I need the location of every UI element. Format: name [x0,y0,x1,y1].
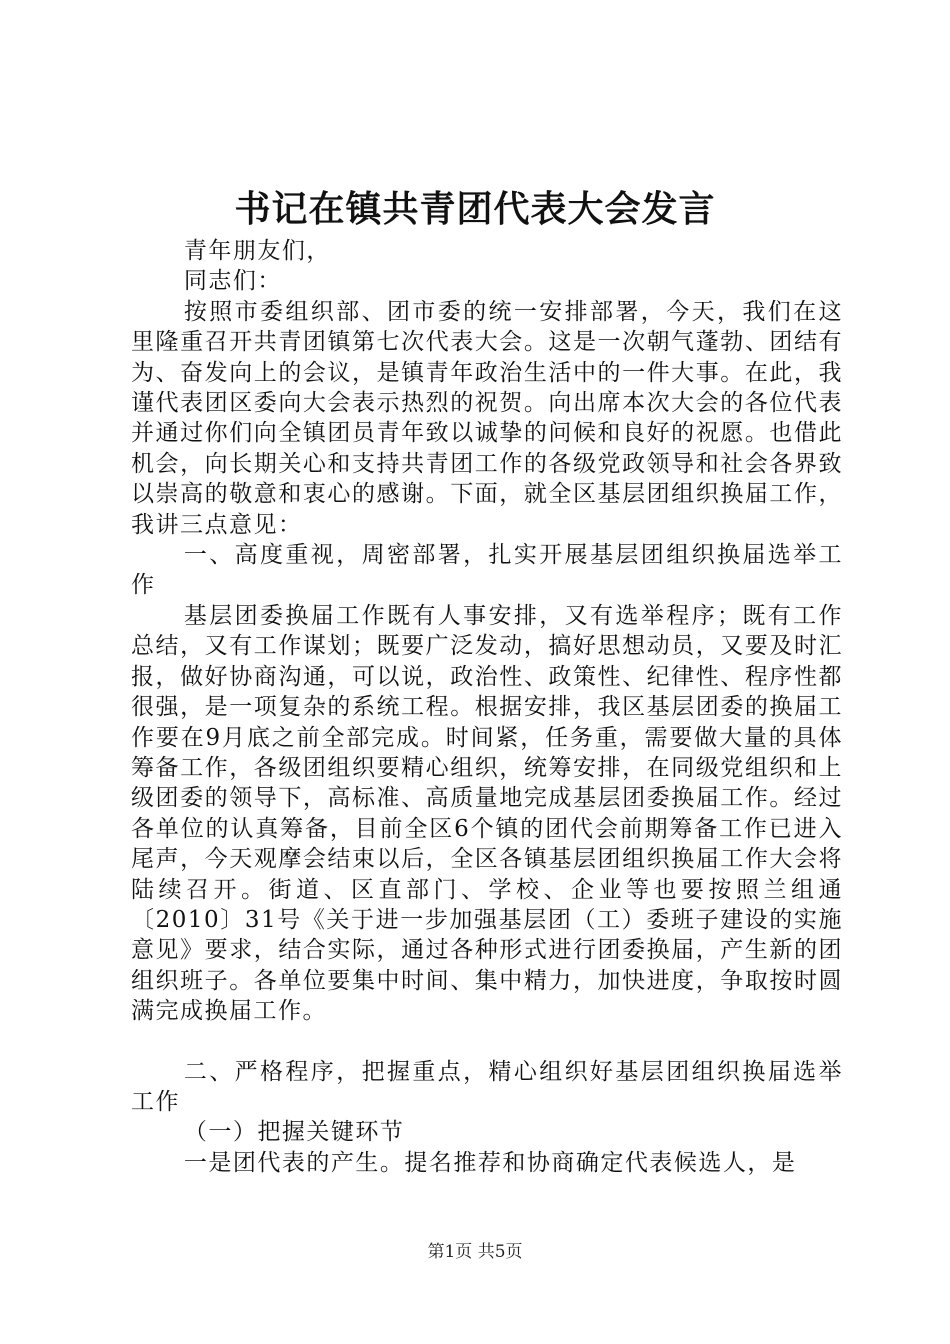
subsection-heading-1: （一）把握关键环节 [183,1119,405,1146]
section-heading-1: 一、高度重视，周密部署，扎实开展基层团组织换届选举工作 [131,542,843,599]
document-title: 书记在镇共青团代表大会发言 [234,188,716,230]
point-1-paragraph: 一是团代表的产生。提名推荐和协商确定代表候选人，是 [183,1149,797,1176]
intro-paragraph: 按照市委组织部、团市委的统一安排部署，今天，我们在这里隆重召开共青团镇第七次代表大会。这是一次朝气蓬勃、团结有为、奋发向上的会议，是镇青年政治生活中的一件大事。在此，我谨代表团区委向大会表示热烈的祝贺。向出席本次大会的各位代表并通过你们向全镇团员青年致以诚挚的问候和良好的祝愿。也借此机会，向长期关心和支持共青团工作的各级党政领导和社会各界致以崇高的敬意和衷心的感谢。下面，就全区基层团组织换届工作，我讲三点意见： [131,298,843,538]
salutation-comrades: 同志们： [183,268,282,295]
document-body [131,236,843,1178]
salutation-youth: 青年朋友们， [183,238,331,264]
page-footer: 第1页 共5页 [427,1242,523,1262]
section-heading-2: 二、严格程序，把握重点，精心组织好基层团组织换届选举工作 [131,1058,843,1115]
section-1-paragraph: 基层团委换届工作既有人事安排，又有选举程序；既有工作总结，又有工作谋划；既要广泛发动，搞好思想动员，又要及时汇报，做好协商沟通，可以说，政治性、政策性、纪律性、程序性都很强，是一项复杂的系统工程。根据安排，我区基层团委的换届工作要在9月底之前全部完成。时间紧，任务重，需要做大量的具体筹备工作，各级团组织要精心组织，统筹安排，在同级党组织和上级团委的领导下，高标准、高质量地完成基层团委换届工作。经过各单位的认真筹备，目前全区6个镇的团代会前期筹备工作已进入尾声，今天观摩会结束以后，全区各镇基层团组织换届工作大会将陆续召开。街道、区直部门、学校、企业等也要按照兰组通〔2010〕31号《关于进一步加强基层团（工）委班子建设的实施意见》要求，结合实际，通过各种形式进行团委换届，产生新的团组织班子。各单位要集中时间、集中精力，加快进度，争取按时圆满完成换届工作。 [131,602,843,1025]
